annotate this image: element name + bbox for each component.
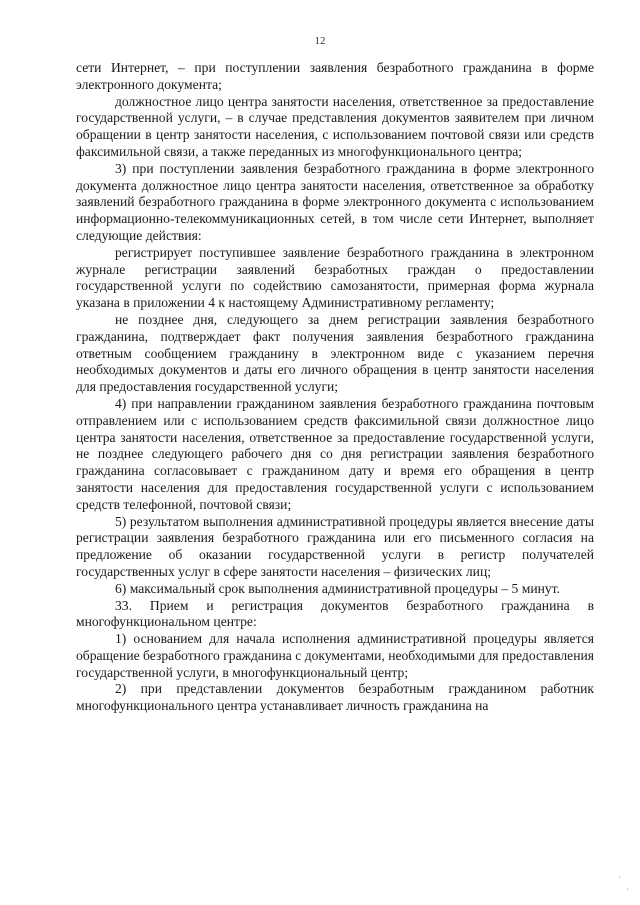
paragraph-item-5: 5) результатом выполнения административной процедуры является внесение даты регистрации заявления безработного гражданина или его письменного согласия на предложение об оказании государственной услуги в регистр получателей государственных услуг в сфере занятости населения – физических лиц; [76,513,594,579]
paragraph-confirms: не позднее дня, следующего за днем регистрации заявления безработного гражданина, подтверждает факт получения заявления безработного гражданина ответным сообщением гражданину в электронном виде с указанием перечня необходимых документов и даты его личного обращения в центр занятости населения для предоставления государственной услуги; [76,311,594,395]
scan-mark: · [626,884,629,894]
paragraph-continuation: сети Интернет, – при поступлении заявления безработного гражданина в форме электронного документа; [76,60,594,92]
scan-mark: · [618,872,621,882]
paragraph-33-item-1: 1) основанием для начала исполнения административной процедуры является обращение безработного гражданина с документами, необходимыми для предоставления государственной услуги, в многофункциональный центр; [76,631,594,680]
paragraph-section-33: 33. Прием и регистрация документов безработного гражданина в многофункциональном центре: [76,597,594,630]
paragraph-item-4: 4) при направлении гражданином заявления безработного гражданина почтовым отправлением или с использованием средств факсимильной связи должностное лицо центра занятости населения, ответственное за предоставление государственной услуги, не позднее следующего рабочего дня со дня регистрации заявления безработного гражданина согласовывает с гражданином дату и время его обращения в центр занятости населения для предоставления государственной услуги с использованием средств телефонной, почтовой связи; [76,395,594,512]
paragraph-registers: регистрирует поступившее заявление безработного гражданина в электронном журнале регистрации заявлений безработных граждан о предоставлении государственной услуги по содействию самозанятости, примерная форма журнала указана в приложении 4 к настоящему Административному регламенту; [76,244,594,311]
paragraph-33-item-2: 2) при представлении документов безработным гражданином работник многофункционального центра устанавливает личность гражданина на [76,681,594,714]
page-number: 12 [314,35,326,47]
paragraph-responsible-officer: должностное лицо центра занятости населения, ответственное за предоставление государственной услуги, – в случае представления документов заявителем при личном обращении в центр занятости населения, с использованием почтовой связи или средств факсимильной связи, а также переданных из многофункционального центра; [76,93,594,159]
document-body [76,60,594,715]
paragraph-item-3: 3) при поступлении заявления безработного гражданина в форме электронного документа должностное лицо центра занятости населения, ответственное за обработку заявлений безработного гражданина в форме электронного документа с использованием информационно-телекоммуникационных сетей, в том числе сети Интернет, выполняет следующие действия: [76,160,594,243]
paragraph-item-6: 6) максимальный срок выполнения административной процедуры – 5 минут. [115,580,561,596]
